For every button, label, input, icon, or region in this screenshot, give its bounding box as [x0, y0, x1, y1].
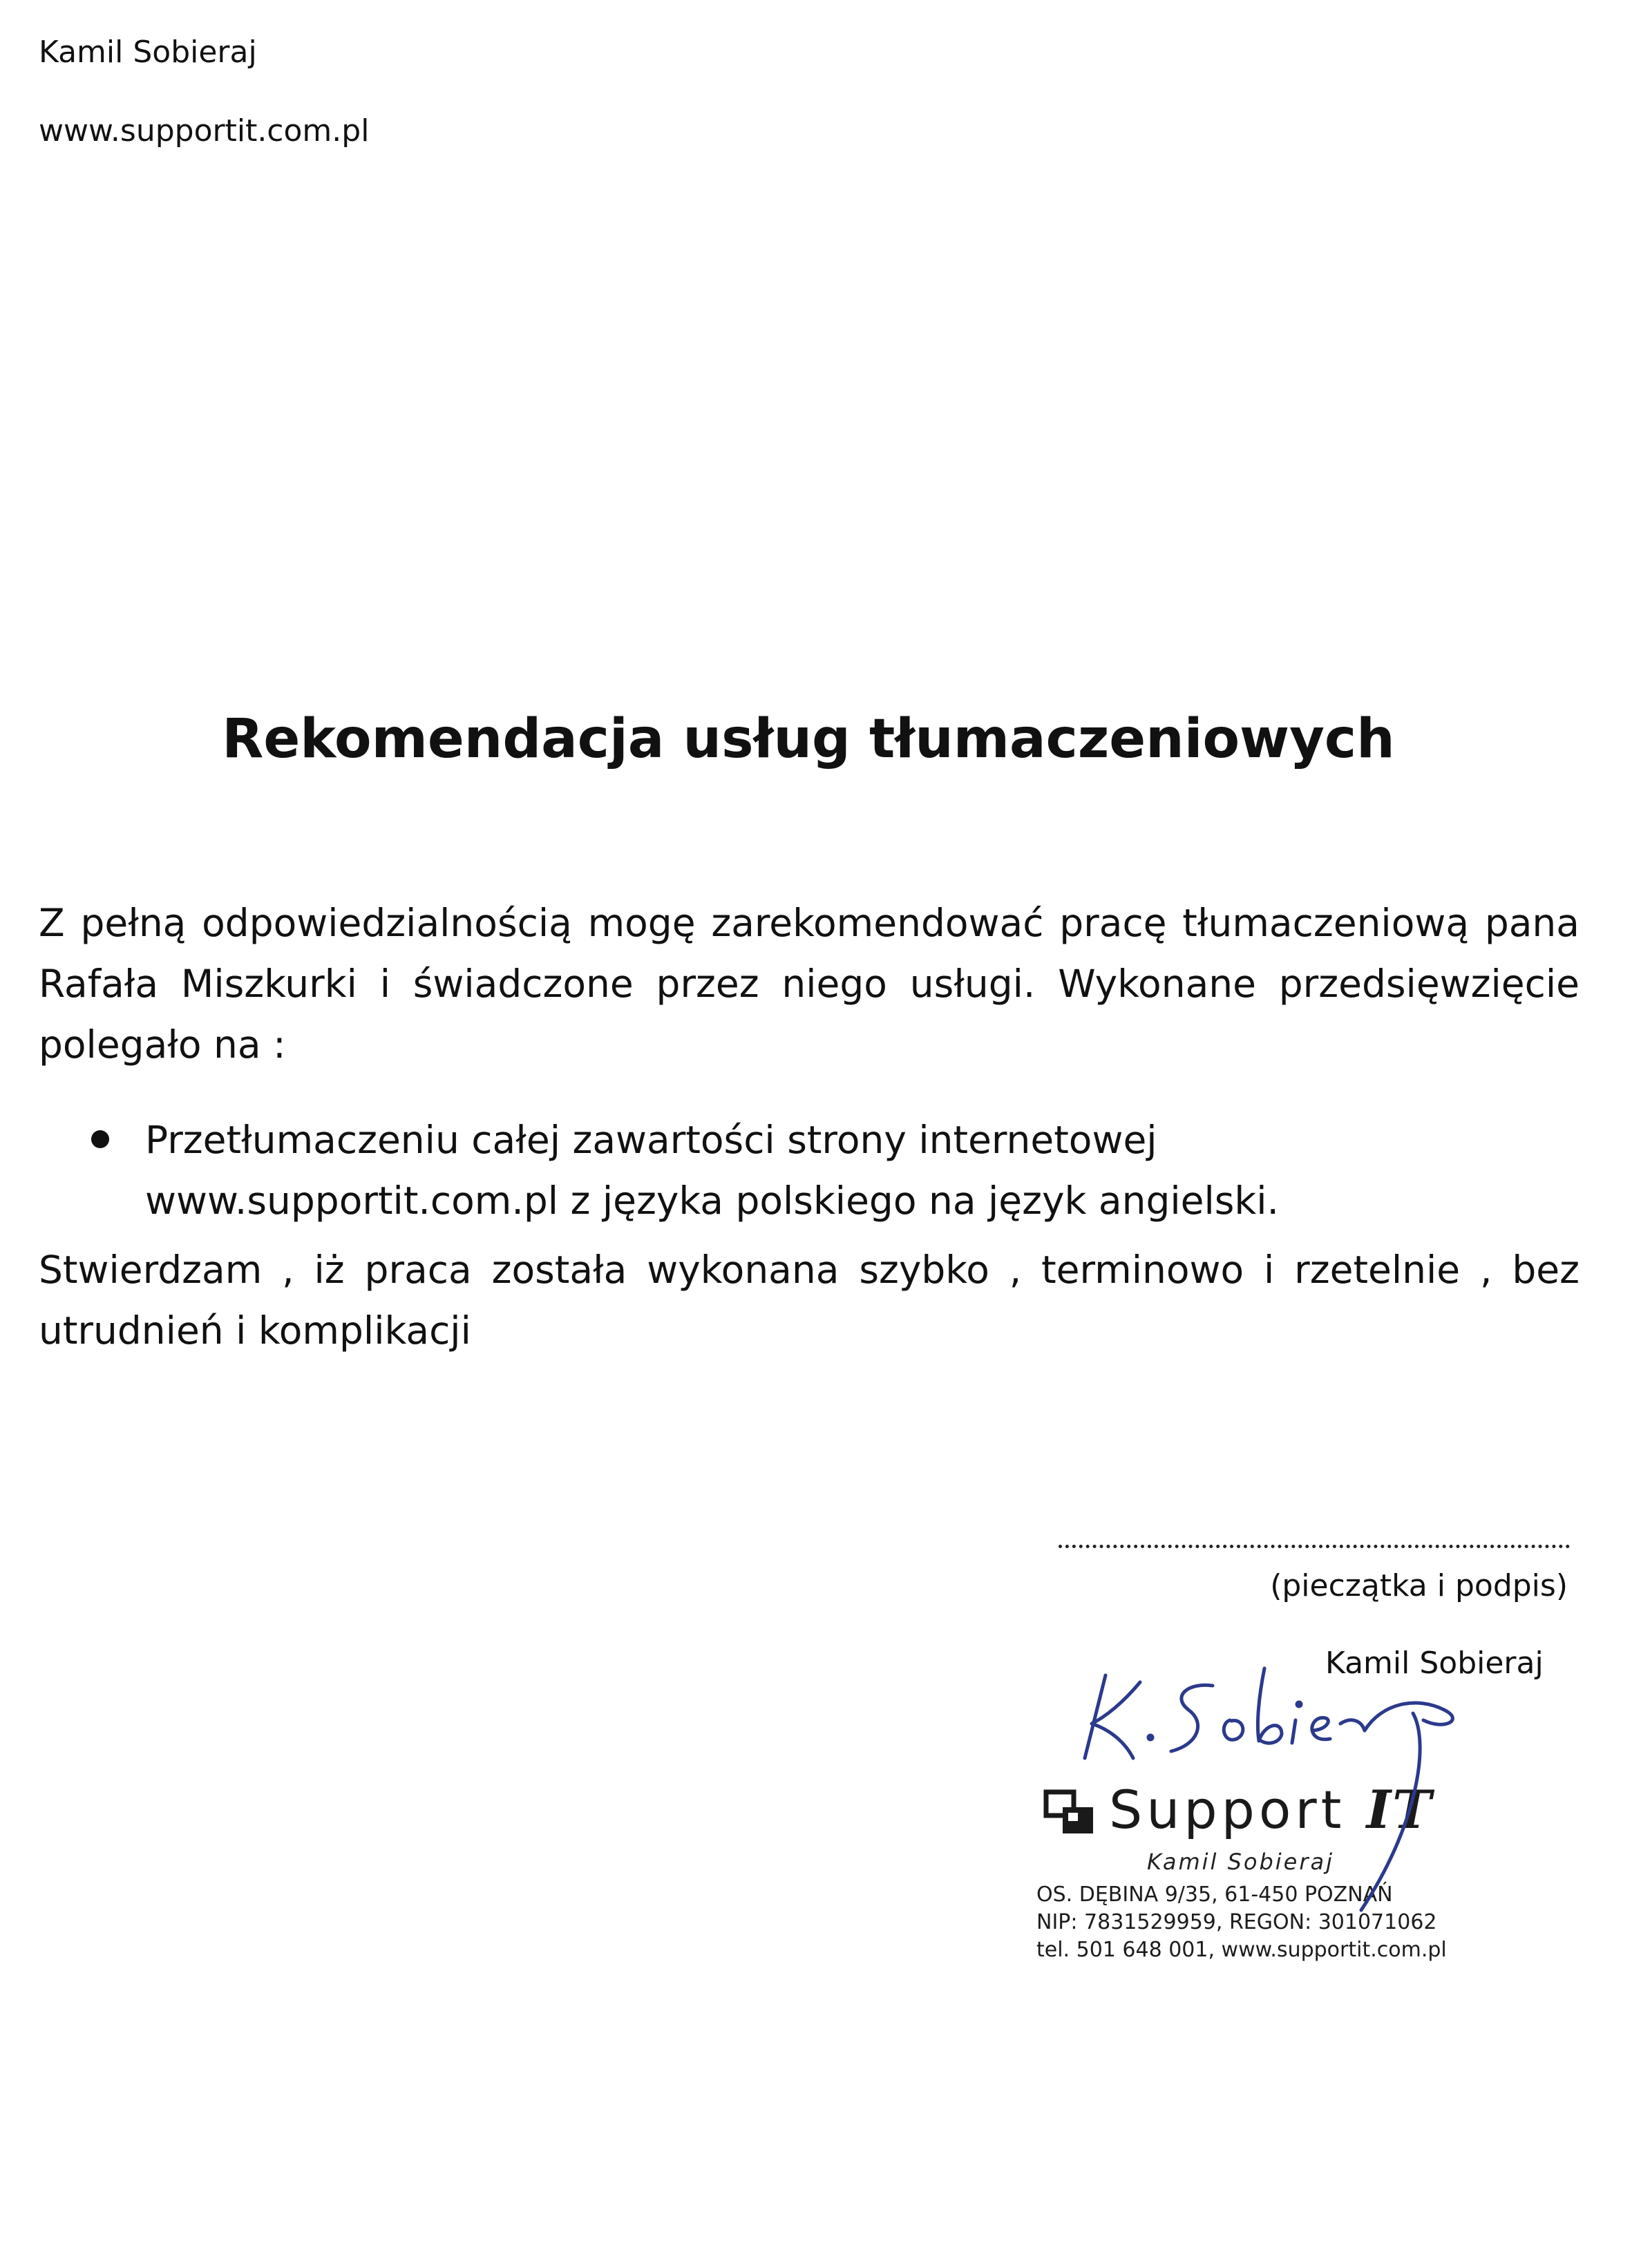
handwritten-signature: [1057, 1655, 1568, 1945]
header-website: www.supportit.com.pl: [39, 113, 370, 149]
bullet-icon: [91, 1130, 109, 1148]
bullet-line-1: Przetłumaczeniu całej zawartości strony internetowej: [145, 1118, 1157, 1162]
closing-paragraph: Stwierdzam , iż praca została wykonana szybko , terminowo i rzetelnie , bez utrudnień i komplikacji: [39, 1248, 1580, 1353]
stamp-ids: NIP: 7831529959, REGON: 301071062: [1036, 1910, 1437, 1934]
document-title: Rekomendacja usług tłumaczeniowych: [222, 708, 1395, 770]
stamp-address: OS. DĘBINA 9/35, 61-450 POZNAŃ: [1036, 1883, 1393, 1907]
intro-paragraph: Z pełną odpowiedzialnością mogę zarekomendować pracę tłumaczeniową pana Rafała Miszkurki i świadczone przez niego usługi. Wykonane przedsięwzięcie polegało na :: [39, 901, 1580, 1067]
stamp-contact: tel. 501 648 001, www.supportit.com.pl: [1036, 1938, 1447, 1962]
signature-caption: (pieczątka i podpis): [1270, 1568, 1568, 1603]
header-name: Kamil Sobieraj: [39, 35, 257, 70]
signature-dotted-line: [1059, 1545, 1570, 1548]
stamp-brand: Support IT: [1109, 1779, 1433, 1840]
bullet-line-2: www.supportit.com.pl z języka polskiego na język angielski.: [145, 1179, 1280, 1223]
signatory-name: Kamil Sobieraj: [1325, 1646, 1544, 1681]
stamp-owner: Kamil Sobieraj: [1147, 1849, 1335, 1875]
stamp-brand-suffix: IT: [1366, 1779, 1433, 1840]
